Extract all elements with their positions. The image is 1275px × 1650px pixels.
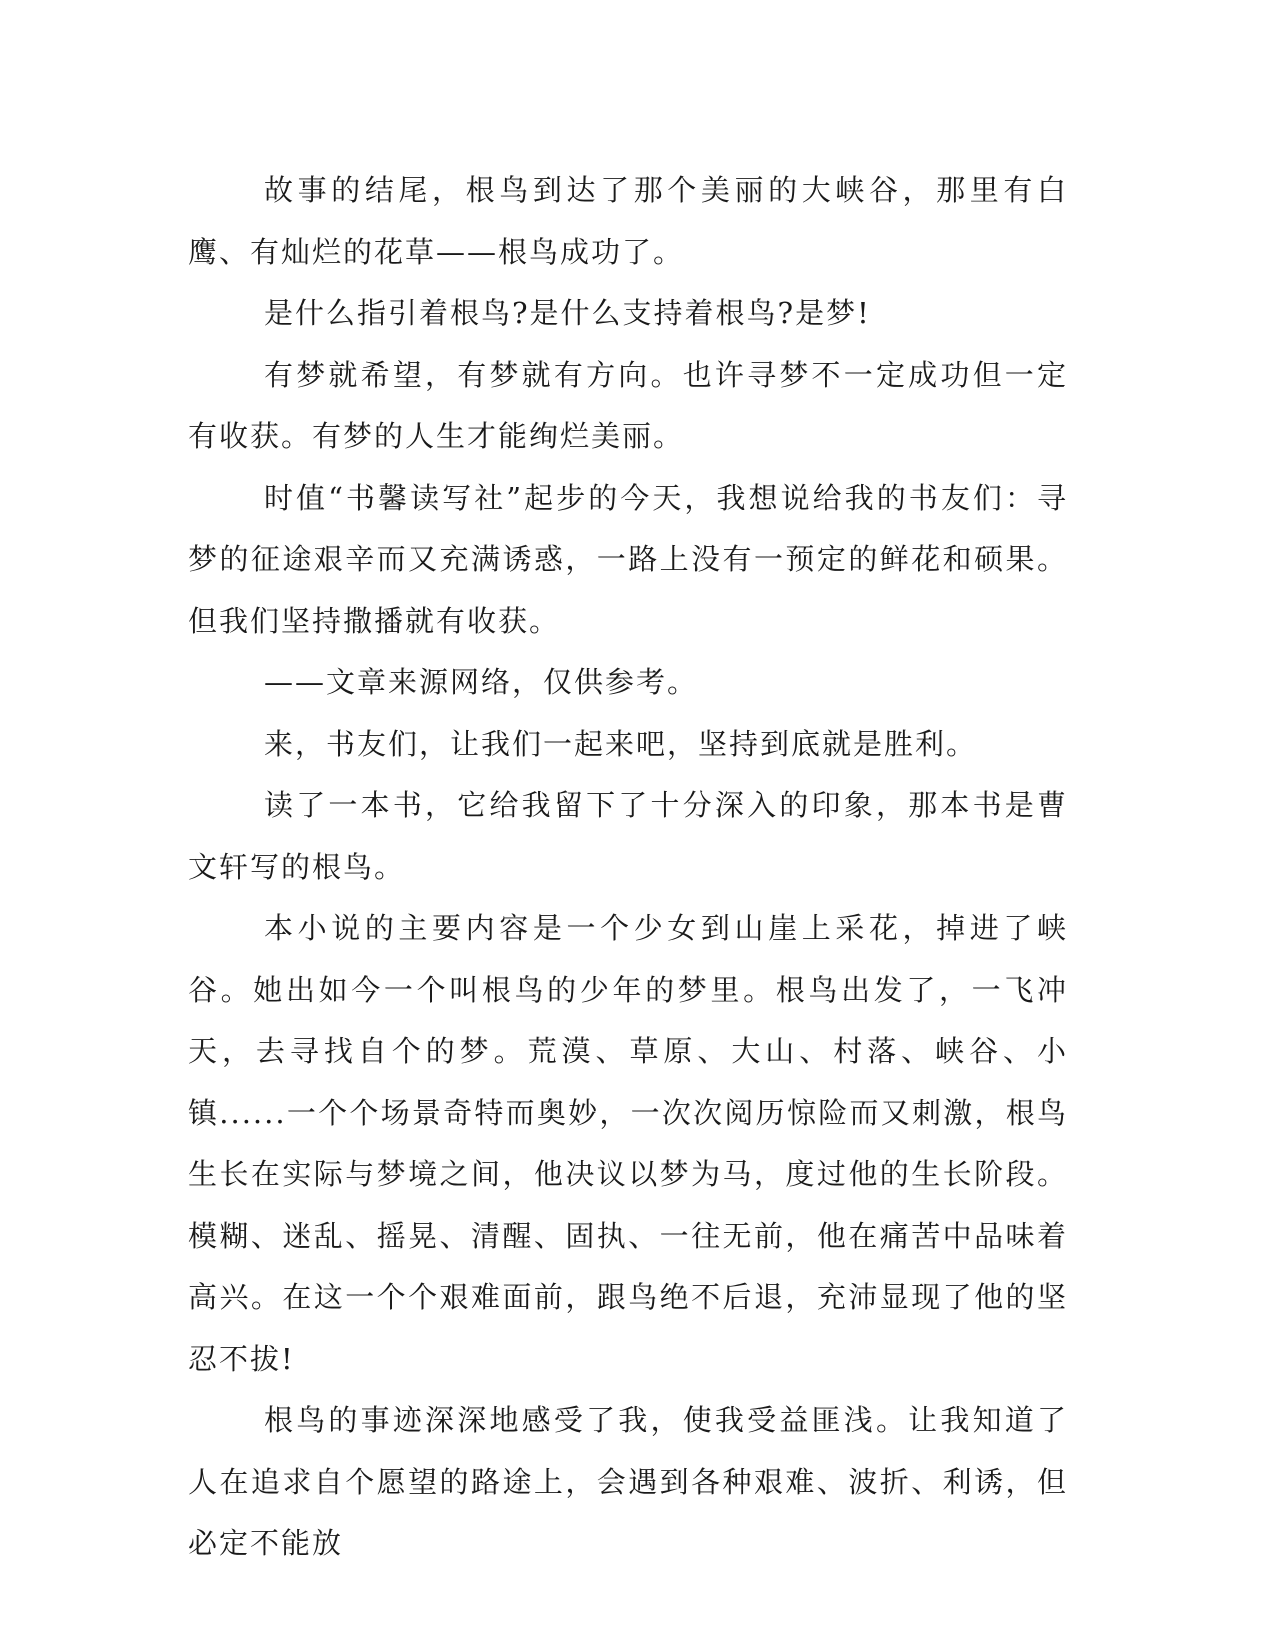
paragraph-5: ——文章来源网络，仅供参考。 — [264, 665, 699, 699]
paragraph-1: 故事的结尾，根鸟到达了那个美丽的大峡谷，那里有白鹰、有灿烂的花草——根鸟成功了。 — [188, 173, 1068, 269]
paragraph-8: 本小说的主要内容是一个少女到山崖上采花，掉进了峡谷。她出如今一个叫根鸟的少年的梦里。根鸟出发了，一飞冲天，去寻找自个的梦。荒漠、草原、大山、村落、峡谷、小镇......一个个场景奇特而奥妙，一次次阅历惊险而又刺激，根鸟生长在实际与梦境之间，他决议以梦为马，度过他的生长阶段。模糊、迷乱、摇晃、清醒、固执、一往无前，他在痛苦中品味着高兴。在这一个个艰难面前，跟鸟绝不后退，充沛显现了他的坚忍不拔! — [188, 911, 1068, 1376]
paragraph-4: 时值“书馨读写社”起步的今天，我想说给我的书友们：寻梦的征途艰辛而又充满诱惑，一路上没有一预定的鲜花和硕果。但我们坚持撒播就有收获。 — [188, 480, 1068, 638]
document-body — [188, 160, 1068, 1575]
paragraph-7: 读了一本书，它给我留下了十分深入的印象，那本书是曹文轩写的根鸟。 — [188, 788, 1068, 884]
paragraph-2: 是什么指引着根鸟?是什么支持着根鸟?是梦! — [264, 296, 871, 330]
paragraph-3: 有梦就希望，有梦就有方向。也许寻梦不一定成功但一定有收获。有梦的人生才能绚烂美丽。 — [188, 357, 1068, 453]
paragraph-6: 来，书友们，让我们一起来吧，坚持到底就是胜利。 — [264, 726, 978, 761]
paragraph-9: 根鸟的事迹深深地感受了我，使我受益匪浅。让我知道了人在追求自个愿望的路途上，会遇到各种艰难、波折、利诱，但必定不能放 — [188, 1403, 1068, 1560]
